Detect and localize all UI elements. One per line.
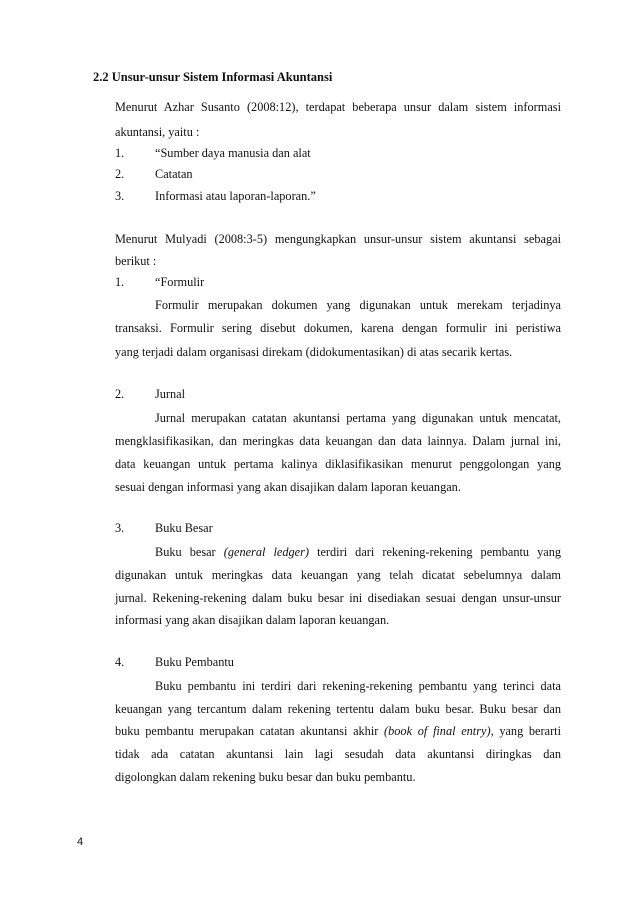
item4-line: keuangan yang tercantum dalam rekening tertentu dalam buku besar. Buku besar dan: [115, 702, 561, 716]
section-heading: 2.2 Unsur-unsur Sistem Informasi Akuntansi: [93, 70, 333, 84]
item4-first-line: Buku pembantu ini terdiri dari rekening-rekening pembantu yang terinci data: [155, 679, 561, 693]
item3-first-line: [155, 544, 561, 560]
list1-text-3: Informasi atau laporan-laporan.”: [155, 189, 316, 203]
intro2-line1: Menurut Mulyadi (2008:3-5) mengungkapkan unsur-unsur sistem akuntansi sebagai: [115, 232, 561, 246]
item2-num: 2.: [115, 387, 125, 401]
item3-num: 3.: [115, 521, 125, 535]
list1-text-2: Catatan: [155, 167, 193, 181]
item3-first-post: terdiri dari rekening-rekening pembantu yang: [317, 545, 562, 559]
item1-line: transaksi. Formulir sering disebut dokumen, karena dengan formulir ini peristiwa: [115, 321, 561, 335]
intro1-line1: Menurut Azhar Susanto (2008:12), terdapat beberapa unsur dalam sistem informasi: [115, 100, 561, 114]
item1-first-line: Formulir merupakan dokumen yang digunakan untuk merekam terjadinya: [155, 298, 561, 312]
intro1-line2: akuntansi, yaitu :: [115, 125, 200, 139]
item3-first-italic: (general ledger): [223, 545, 309, 559]
item4-title: Buku Pembantu: [155, 655, 234, 669]
item3-line: digunakan untuk meringkas data keuangan yang telah dicatat sebelumnya dalam: [115, 568, 561, 582]
list1-num-1: 1.: [115, 146, 125, 160]
item4-line3-pre: buku pembantu merupakan catatan akuntansi akhir: [115, 724, 379, 738]
item4-line3: [115, 723, 561, 739]
item2-line: mengklasifikasikan, dan meringkas data keuangan dan data lainnya. Dalam jurnal ini,: [115, 434, 561, 448]
item3-line: jurnal. Rekening-rekening dalam buku besar ini disediakan sesuai dengan unsur-unsur: [115, 591, 561, 605]
list1-text-1: “Sumber daya manusia dan alat: [155, 146, 311, 160]
intro2-line2: berikut :: [115, 254, 157, 268]
item1-title: “Formulir: [155, 275, 205, 289]
item2-line: data keuangan untuk pertama kalinya diklasifikasikan menurut penggolongan yang: [115, 457, 561, 471]
list1-num-3: 3.: [115, 189, 125, 203]
item3-first-pre: Buku besar: [155, 545, 216, 559]
list1-num-2: 2.: [115, 167, 125, 181]
item3-line: informasi yang akan disajikan dalam laporan keuangan.: [115, 613, 390, 627]
item1-line: yang terjadi dalam organisasi direkam (didokumentasikan) di atas secarik kertas.: [115, 345, 513, 359]
item4-num: 4.: [115, 655, 125, 669]
item1-num: 1.: [115, 275, 125, 289]
item2-first-line: Jurnal merupakan catatan akuntansi pertama yang digunakan untuk mencatat,: [155, 411, 561, 425]
item4-line3-italic: (book of final entry): [384, 724, 491, 738]
item2-title: Jurnal: [155, 387, 186, 401]
item2-line: sesuai dengan informasi yang akan disajikan dalam laporan keuangan.: [115, 480, 461, 494]
item4-line: digolongkan dalam rekening buku besar dan buku pembantu.: [115, 770, 416, 784]
item4-line3-post: , yang berarti: [490, 724, 561, 738]
item4-line: tidak ada catatan akuntansi lain lagi sesudah data akuntansi diringkas dan: [115, 747, 561, 761]
page-number: 4: [77, 836, 84, 848]
item3-title: Buku Besar: [155, 521, 213, 535]
